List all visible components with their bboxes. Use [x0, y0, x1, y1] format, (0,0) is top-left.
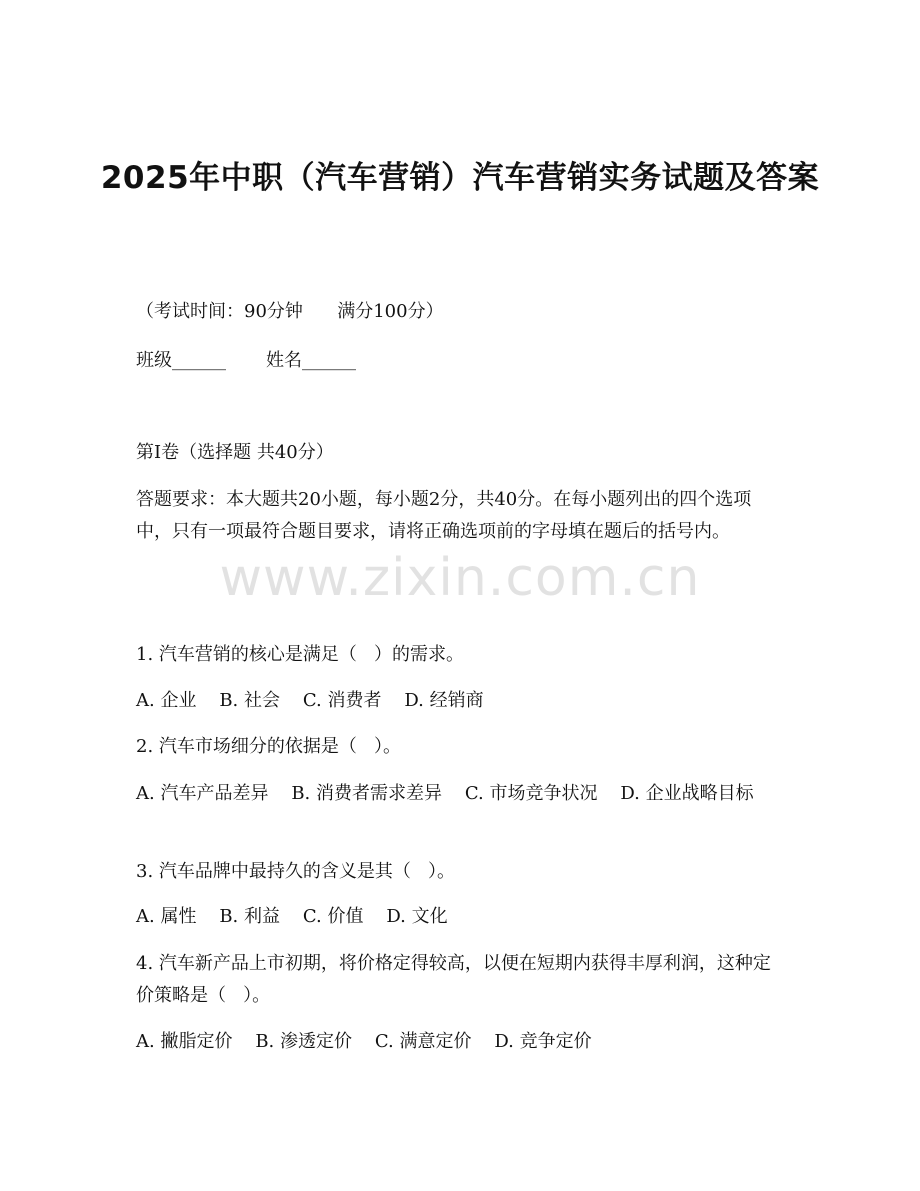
question-4-options: A. 撇脂定价 B. 渗透定价 C. 满意定价 D. 竞争定价	[136, 1031, 592, 1052]
question-1-stem: 1. 汽车营销的核心是满足（ ）的需求。	[136, 644, 465, 665]
question-1-options: A. 企业 B. 社会 C. 消费者 D. 经销商	[136, 690, 484, 711]
question-2-options: A. 汽车产品差异 B. 消费者需求差异 C. 市场竞争状况 D. 企业战略目标	[136, 783, 754, 804]
exam-info: （考试时间：90分钟 满分100分）	[136, 301, 444, 322]
watermark: www.zixin.com.cn	[219, 548, 701, 608]
question-4-stem: 4. 汽车新产品上市初期，将价格定得较高，以便在短期内获得丰厚利润，这种定价策略是（ ）。	[136, 953, 771, 1006]
class-name-line: 班级______ 姓名______	[136, 350, 357, 371]
instructions: 答题要求：本大题共20小题，每小题2分，共40分。在每小题列出的四个选项中，只有一项最符合题目要求，请将正确选项前的字母填在题后的括号内。	[136, 489, 752, 542]
question-2-stem: 2. 汽车市场细分的依据是（ ）。	[136, 736, 402, 757]
question-3-stem: 3. 汽车品牌中最持久的含义是其（ ）。	[136, 861, 456, 882]
question-3-options: A. 属性 B. 利益 C. 价值 D. 文化	[136, 906, 448, 927]
section-title: 第I卷（选择题 共40分）	[136, 442, 334, 463]
document-title: 2025年中职（汽车营销）汽车营销实务试题及答案	[100, 160, 820, 196]
